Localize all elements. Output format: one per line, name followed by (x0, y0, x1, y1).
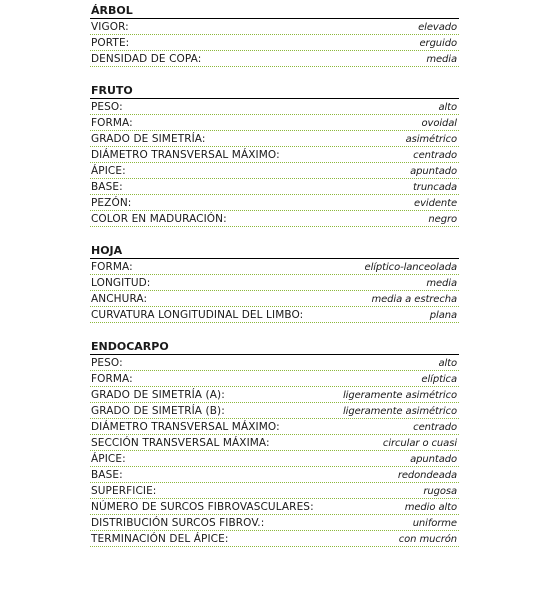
section-title: ENDOCARPO (90, 340, 459, 355)
attribute-row (90, 499, 459, 515)
attribute-label: DIÁMETRO TRANSVERSAL MÁXIMO: (91, 149, 280, 161)
attribute-value: centrado (413, 150, 457, 161)
attribute-row (90, 275, 459, 291)
attribute-label: COLOR EN MADURACIÓN: (91, 213, 227, 225)
attribute-label: DISTRIBUCIÓN SURCOS FIBROV.: (91, 517, 265, 529)
attribute-value: elíptico-lanceolada (364, 262, 457, 273)
attribute-value: ligeramente asimétrico (342, 406, 457, 417)
attribute-row (90, 355, 459, 371)
attribute-row (90, 467, 459, 483)
section-hoja (90, 244, 459, 323)
attribute-label: LONGITUD: (91, 277, 151, 289)
attribute-label: TERMINACIÓN DEL ÁPICE: (91, 533, 229, 545)
attribute-row (90, 515, 459, 531)
attribute-row (90, 195, 459, 211)
section-arbol (90, 4, 459, 67)
attribute-label: DIÁMETRO TRANSVERSAL MÁXIMO: (91, 421, 280, 433)
attribute-label: GRADO DE SIMETRÍA (B): (91, 405, 225, 417)
attribute-row (90, 435, 459, 451)
attribute-label: PESO: (91, 357, 123, 369)
attribute-row (90, 19, 459, 35)
attribute-value: media (426, 278, 457, 289)
attribute-label: FORMA: (91, 373, 133, 385)
attribute-row (90, 451, 459, 467)
attribute-value: media a estrecha (371, 294, 457, 305)
attribute-row (90, 483, 459, 499)
section-title: HOJA (90, 244, 459, 259)
attribute-row (90, 115, 459, 131)
attribute-label: DENSIDAD DE COPA: (91, 53, 202, 65)
attribute-row (90, 291, 459, 307)
attribute-row (90, 179, 459, 195)
attribute-row (90, 307, 459, 323)
attribute-label: ÁPICE: (91, 453, 126, 465)
attribute-label: GRADO DE SIMETRÍA: (91, 133, 206, 145)
attribute-row (90, 35, 459, 51)
attribute-value: elevado (418, 22, 457, 33)
attribute-value: truncada (412, 182, 457, 193)
attribute-value: ligeramente asimétrico (342, 390, 457, 401)
attribute-label: BASE: (91, 181, 123, 193)
attribute-value: uniforme (412, 518, 457, 529)
attribute-label: NÚMERO DE SURCOS FIBROVASCULARES: (91, 501, 314, 513)
attribute-label: SECCIÓN TRANSVERSAL MÁXIMA: (91, 437, 270, 449)
attribute-label: FORMA: (91, 117, 133, 129)
attribute-value: media (426, 54, 457, 65)
attribute-value: asimétrico (405, 134, 457, 145)
attribute-value: apuntado (410, 166, 457, 177)
attribute-row (90, 211, 459, 227)
attribute-value: ovoidal (421, 118, 457, 129)
attribute-value: apuntado (410, 454, 457, 465)
attribute-value: medio alto (404, 502, 457, 513)
attribute-value: redondeada (397, 470, 457, 481)
attribute-value: alto (438, 102, 457, 113)
attribute-value: evidente (414, 198, 457, 209)
attribute-label: CURVATURA LONGITUDINAL DEL LIMBO: (91, 309, 304, 321)
attribute-value: erguido (419, 38, 457, 49)
attribute-label: FORMA: (91, 261, 133, 273)
attribute-row (90, 147, 459, 163)
attribute-label: PORTE: (91, 37, 130, 49)
attribute-value: circular o cuasi (382, 438, 457, 449)
attribute-label: ANCHURA: (91, 293, 148, 305)
attribute-row (90, 419, 459, 435)
attribute-value: con mucrón (398, 534, 457, 545)
attribute-value: centrado (413, 422, 457, 433)
attribute-value: alto (438, 358, 457, 369)
attribute-row (90, 99, 459, 115)
attribute-row (90, 163, 459, 179)
attribute-label: PESO: (91, 101, 123, 113)
attribute-value: negro (428, 214, 457, 225)
attribute-label: VIGOR: (91, 21, 129, 33)
attribute-row (90, 131, 459, 147)
attribute-label: BASE: (91, 469, 123, 481)
attribute-row (90, 531, 459, 547)
attribute-row (90, 51, 459, 67)
section-title: ÁRBOL (90, 4, 459, 19)
attribute-row (90, 371, 459, 387)
attribute-value: elíptica (421, 374, 457, 385)
attribute-row (90, 259, 459, 275)
section-endocarpo (90, 340, 459, 547)
attribute-value: rugosa (423, 486, 457, 497)
attribute-label: GRADO DE SIMETRÍA (A): (91, 389, 225, 401)
attribute-value: plana (429, 310, 457, 321)
section-title: FRUTO (90, 84, 459, 99)
attribute-label: ÁPICE: (91, 165, 126, 177)
attribute-label: PEZÓN: (91, 197, 132, 209)
attribute-row (90, 387, 459, 403)
section-fruto (90, 84, 459, 227)
attribute-label: SUPERFICIE: (91, 485, 157, 497)
attribute-row (90, 403, 459, 419)
